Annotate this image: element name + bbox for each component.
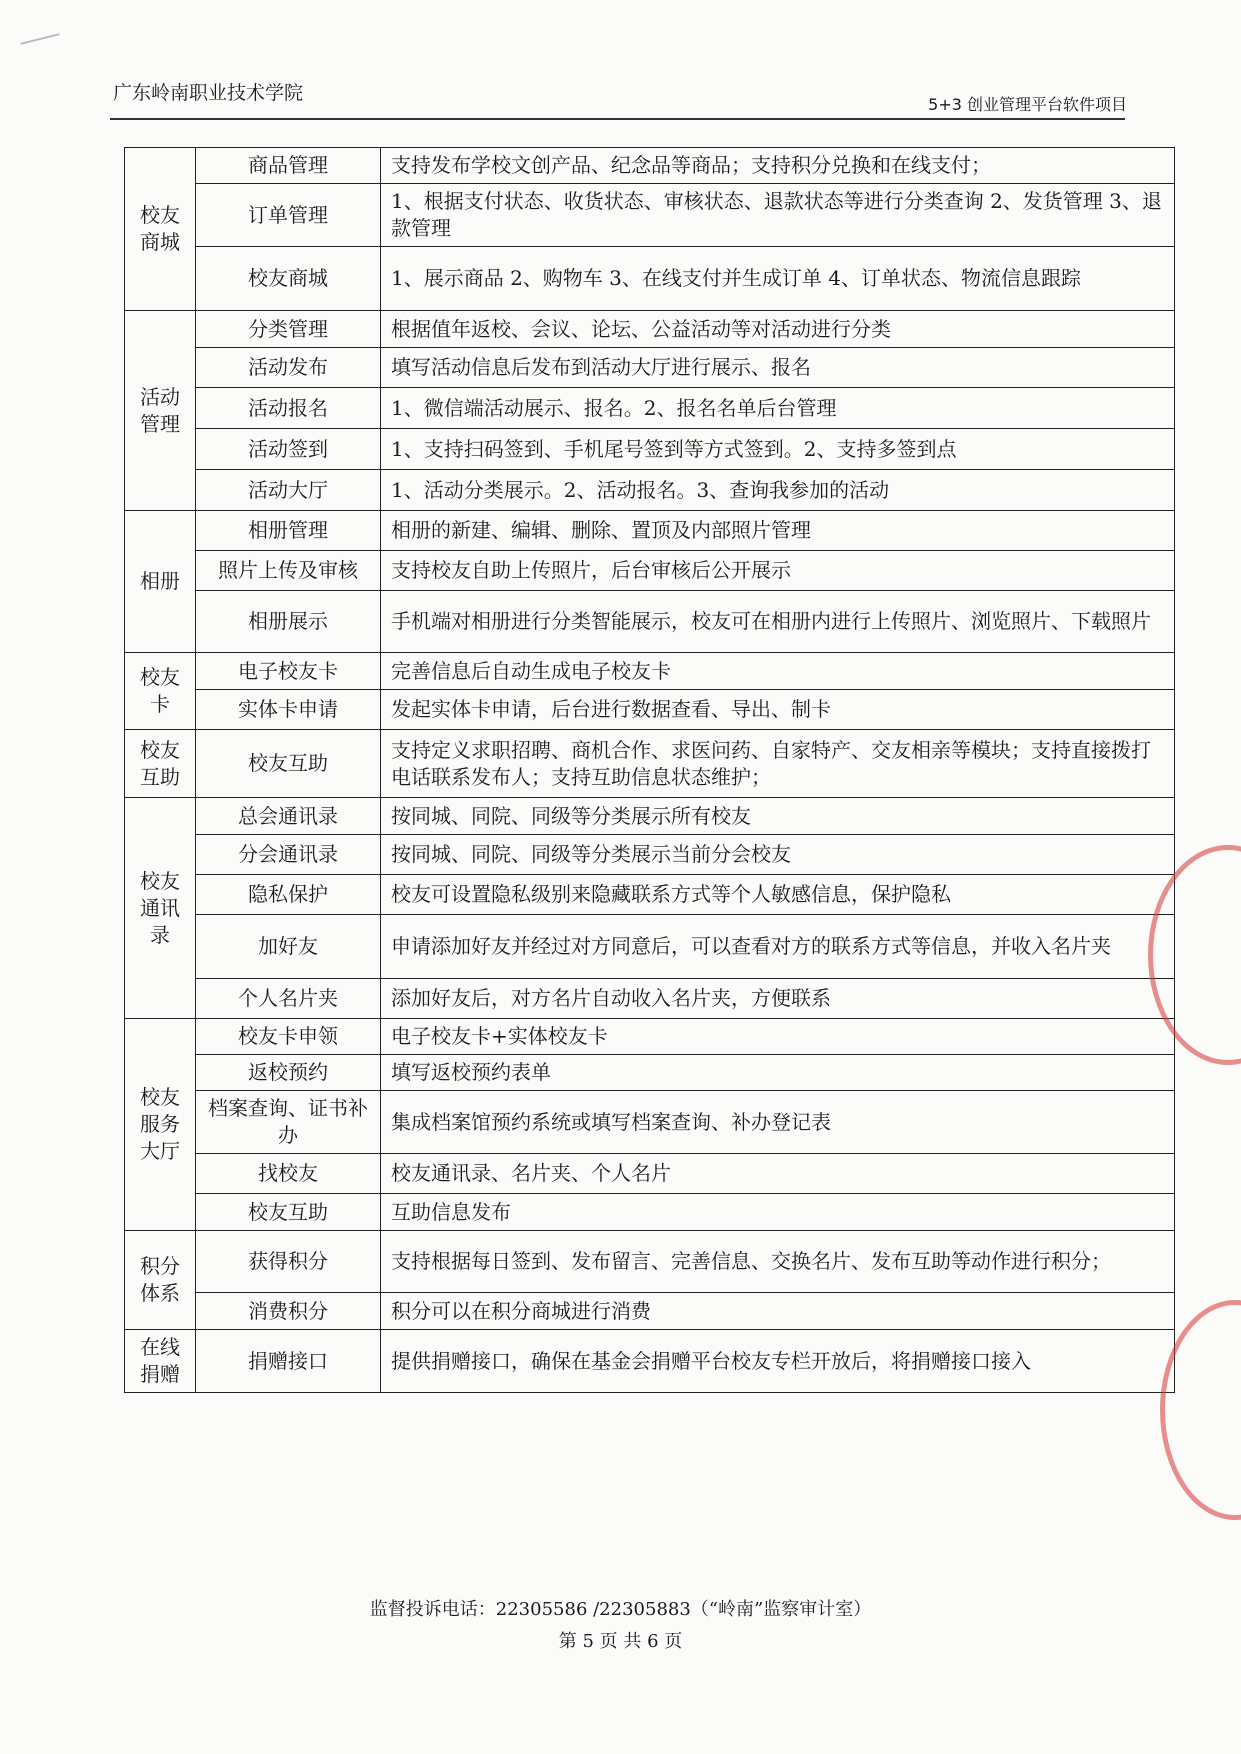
description-cell: 积分可以在积分商城进行消费 <box>381 1293 1175 1330</box>
description-cell: 添加好友后，对方名片自动收入名片夹，方便联系 <box>381 979 1175 1019</box>
function-cell: 消费积分 <box>196 1293 381 1330</box>
table-row <box>125 311 1175 348</box>
table-row <box>125 184 1175 247</box>
table-row <box>125 1231 1175 1293</box>
header-divider <box>110 118 1125 120</box>
description-cell: 电子校友卡+实体校友卡 <box>381 1019 1175 1055</box>
scan-smudge <box>20 33 59 45</box>
table-row <box>125 1330 1175 1393</box>
table-row <box>125 1194 1175 1231</box>
table-row <box>125 429 1175 470</box>
category-cell: 校友 互助 <box>125 730 196 798</box>
description-cell: 支持校友自助上传照片，后台审核后公开展示 <box>381 551 1175 591</box>
feature-spec-table <box>124 147 1175 1393</box>
category-cell: 在线 捐赠 <box>125 1330 196 1393</box>
description-cell: 1、支持扫码签到、手机尾号签到等方式签到。2、支持多签到点 <box>381 429 1175 470</box>
description-cell: 发起实体卡申请，后台进行数据查看、导出、制卡 <box>381 690 1175 730</box>
table-row <box>125 470 1175 511</box>
header-project: 5+3 创业管理平台软件项目 <box>928 95 1127 114</box>
function-cell: 加好友 <box>196 915 381 979</box>
category-cell: 积分 体系 <box>125 1231 196 1330</box>
table-row <box>125 979 1175 1019</box>
description-cell: 按同城、同院、同级等分类展示所有校友 <box>381 798 1175 835</box>
table-row <box>125 388 1175 429</box>
function-cell: 返校预约 <box>196 1055 381 1091</box>
category-cell: 活动 管理 <box>125 311 196 511</box>
function-cell: 分类管理 <box>196 311 381 348</box>
table-row <box>125 798 1175 835</box>
description-cell: 1、活动分类展示。2、活动报名。3、查询我参加的活动 <box>381 470 1175 511</box>
description-cell: 校友通讯录、名片夹、个人名片 <box>381 1154 1175 1194</box>
description-cell: 相册的新建、编辑、删除、置顶及内部照片管理 <box>381 511 1175 551</box>
description-cell: 1、根据支付状态、收货状态、审核状态、退款状态等进行分类查询 2、发货管理 3、退款管理 <box>381 184 1175 247</box>
function-cell: 活动报名 <box>196 388 381 429</box>
description-cell: 集成档案馆预约系统或填写档案查询、补办登记表 <box>381 1091 1175 1154</box>
table-row <box>125 247 1175 311</box>
function-cell: 隐私保护 <box>196 875 381 915</box>
table-row <box>125 348 1175 388</box>
category-cell: 校友 商城 <box>125 148 196 311</box>
description-cell: 根据值年返校、会议、论坛、公益活动等对活动进行分类 <box>381 311 1175 348</box>
function-cell: 实体卡申请 <box>196 690 381 730</box>
description-cell: 按同城、同院、同级等分类展示当前分会校友 <box>381 835 1175 875</box>
description-cell: 支持根据每日签到、发布留言、完善信息、交换名片、发布互助等动作进行积分； <box>381 1231 1175 1293</box>
category-cell: 校友 服务 大厅 <box>125 1019 196 1231</box>
table-row <box>125 915 1175 979</box>
function-cell: 相册展示 <box>196 591 381 653</box>
header-institution: 广东岭南职业技术学院 <box>113 82 304 104</box>
table-row <box>125 591 1175 653</box>
function-cell: 校友互助 <box>196 730 381 798</box>
description-cell: 1、展示商品 2、购物车 3、在线支付并生成订单 4、订单状态、物流信息跟踪 <box>381 247 1175 311</box>
table-row <box>125 148 1175 184</box>
table-row <box>125 511 1175 551</box>
function-cell: 校友卡申领 <box>196 1019 381 1055</box>
function-cell: 活动签到 <box>196 429 381 470</box>
function-cell: 校友互助 <box>196 1194 381 1231</box>
table-row <box>125 875 1175 915</box>
function-cell: 获得积分 <box>196 1231 381 1293</box>
function-cell: 活动大厅 <box>196 470 381 511</box>
function-cell: 活动发布 <box>196 348 381 388</box>
table-row <box>125 551 1175 591</box>
function-cell: 相册管理 <box>196 511 381 551</box>
feature-spec-table-body <box>125 148 1175 1393</box>
function-cell: 捐赠接口 <box>196 1330 381 1393</box>
table-row <box>125 1055 1175 1091</box>
description-cell: 支持定义求职招聘、商机合作、求医问药、自家特产、交友相亲等模块；支持直接拨打电话联系发布人；支持互助信息状态维护； <box>381 730 1175 798</box>
table-row <box>125 1293 1175 1330</box>
function-cell: 照片上传及审核 <box>196 551 381 591</box>
function-cell: 商品管理 <box>196 148 381 184</box>
description-cell: 填写活动信息后发布到活动大厅进行展示、报名 <box>381 348 1175 388</box>
function-cell: 电子校友卡 <box>196 653 381 690</box>
category-cell: 校友 通讯 录 <box>125 798 196 1019</box>
table-row <box>125 690 1175 730</box>
description-cell: 申请添加好友并经过对方同意后，可以查看对方的联系方式等信息，并收入名片夹 <box>381 915 1175 979</box>
table-row <box>125 1154 1175 1194</box>
description-cell: 完善信息后自动生成电子校友卡 <box>381 653 1175 690</box>
table-row <box>125 1019 1175 1055</box>
description-cell: 校友可设置隐私级别来隐藏联系方式等个人敏感信息，保护隐私 <box>381 875 1175 915</box>
footer-page-number: 第 5 页 共 6 页 <box>558 1631 683 1652</box>
description-cell: 提供捐赠接口，确保在基金会捐赠平台校友专栏开放后，将捐赠接口接入 <box>381 1330 1175 1393</box>
footer-complaint-line: 监督投诉电话：22305586 /22305883（“岭南”监察审计室） <box>369 1599 872 1620</box>
table-row <box>125 653 1175 690</box>
function-cell: 总会通讯录 <box>196 798 381 835</box>
function-cell: 档案查询、证书补办 <box>196 1091 381 1154</box>
table-row <box>125 1091 1175 1154</box>
description-cell: 1、微信端活动展示、报名。2、报名名单后台管理 <box>381 388 1175 429</box>
function-cell: 找校友 <box>196 1154 381 1194</box>
function-cell: 个人名片夹 <box>196 979 381 1019</box>
category-cell: 校友 卡 <box>125 653 196 730</box>
table-row <box>125 835 1175 875</box>
function-cell: 分会通讯录 <box>196 835 381 875</box>
category-cell: 相册 <box>125 511 196 653</box>
description-cell: 手机端对相册进行分类智能展示，校友可在相册内进行上传照片、浏览照片、下载照片 <box>381 591 1175 653</box>
function-cell: 校友商城 <box>196 247 381 311</box>
description-cell: 填写返校预约表单 <box>381 1055 1175 1091</box>
description-cell: 支持发布学校文创产品、纪念品等商品；支持积分兑换和在线支付； <box>381 148 1175 184</box>
description-cell: 互助信息发布 <box>381 1194 1175 1231</box>
table-row <box>125 730 1175 798</box>
function-cell: 订单管理 <box>196 184 381 247</box>
